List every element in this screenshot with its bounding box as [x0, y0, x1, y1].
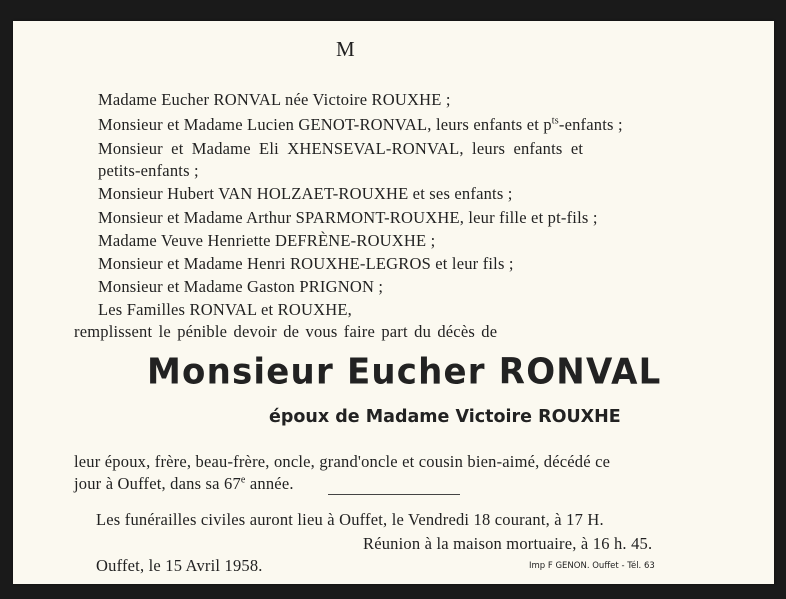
place-date: Ouffet, le 15 Avril 1958.: [96, 556, 263, 575]
funeral-notice-card: [13, 21, 774, 584]
family-line-6: Madame Veuve Henriette DEFRÈNE-ROUXHE ;: [98, 231, 436, 250]
family-line-1: Madame Eucher RONVAL née Victoire ROUXHE ;: [98, 90, 451, 109]
family-line-9: Les Familles RONVAL et ROUXHE,: [98, 300, 352, 319]
family-line-5: Monsieur et Madame Arthur SPARMONT-ROUXHE, leur fille et pt-fils ;: [98, 208, 598, 227]
family-line-4: Monsieur Hubert VAN HOLZAET-ROUXHE et ses enfants ;: [98, 184, 513, 203]
printer-imprint: Imp F GENON. Ouffet - Tél. 63: [529, 561, 655, 571]
divider-rule: [328, 494, 460, 495]
relation-line-2: jour à Ouffet, dans sa 67e année.: [74, 474, 294, 493]
notice-initial: M: [336, 37, 355, 61]
funeral-line: Les funérailles civiles auront lieu à Ouffet, le Vendredi 18 courant, à 17 H.: [96, 510, 604, 529]
family-line-7: Monsieur et Madame Henri ROUXHE-LEGROS et leur fils ;: [98, 254, 514, 273]
intro-line: remplissent le pénible devoir de vous faire part du décès de: [74, 322, 498, 341]
family-line-3-cont: petits-enfants ;: [98, 161, 199, 180]
spouse-line: époux de Madame Victoire ROUXHE: [269, 407, 621, 427]
relation-line-1: leur époux, frère, beau-frère, oncle, grand'oncle et cousin bien-aimé, décédé ce: [74, 452, 611, 471]
family-line-8: Monsieur et Madame Gaston PRIGNON ;: [98, 277, 384, 296]
family-line-2: Monsieur et Madame Lucien GENOT-RONVAL, leurs enfants et $p^{ts}$-enfants ;: [98, 115, 623, 134]
deceased-name: Monsieur Eucher RONVAL: [147, 351, 662, 393]
family-line-3: Monsieur et Madame Eli XHENSEVAL-RONVAL, leurs enfants et: [98, 139, 584, 158]
reunion-line: Réunion à la maison mortuaire, à 16 h. 45.: [363, 534, 653, 553]
